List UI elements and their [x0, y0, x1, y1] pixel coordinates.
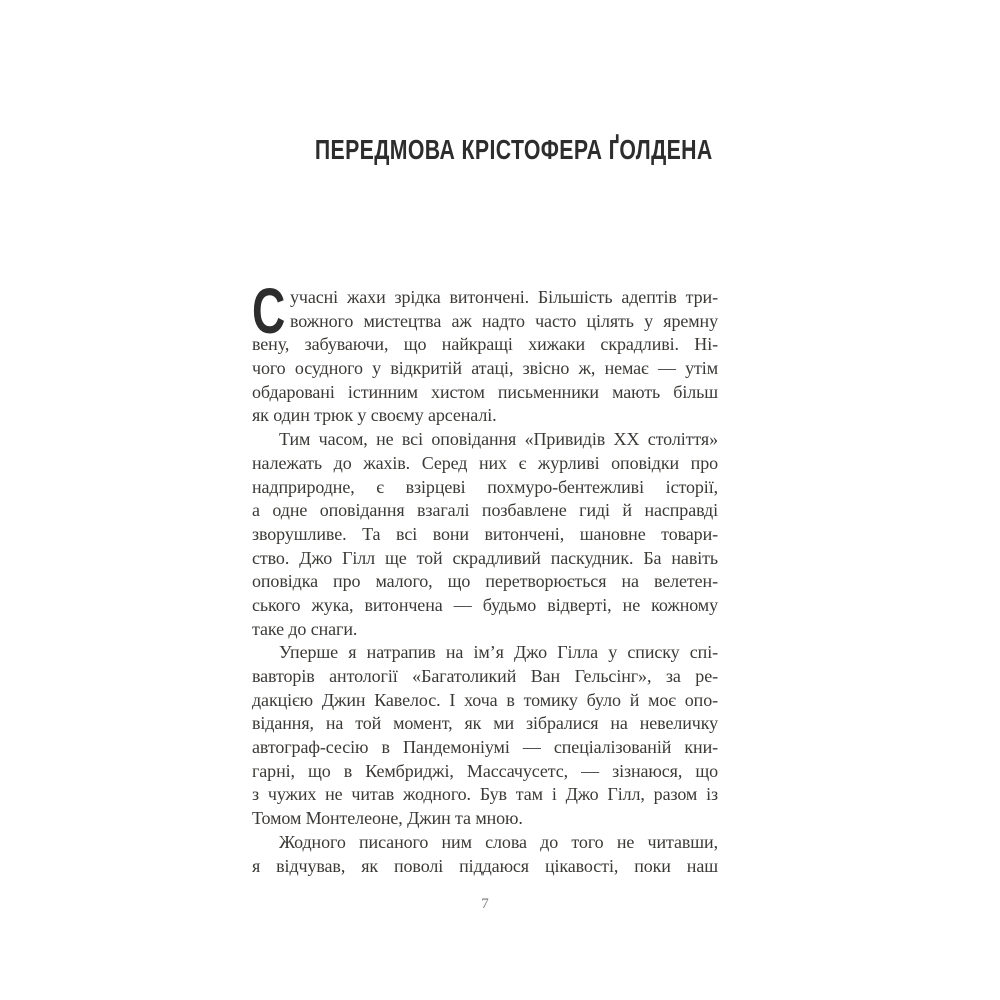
- text-line: учасні жахи зрідка витончені. Більшість адептів три-: [290, 287, 718, 307]
- paragraph: [252, 275, 718, 428]
- paragraph: [252, 831, 718, 878]
- text-line: гарні, що в Кембриджі, Массачусетс, — зізнаюся, що: [252, 760, 718, 781]
- text-line: автограф-сесію в Пандемоніумі — спеціалізованій кни-: [252, 737, 718, 758]
- text-line: відання, на той момент, як ми зібралися на невеличку: [252, 713, 718, 734]
- text-line: Уперше я натрапив на ім’я Джо Гілла у списку спі-: [279, 642, 718, 663]
- text-line: з чужих не читав жодного. Був там і Джо Гілл, разом із: [252, 784, 718, 805]
- text-line: ського жука, витончена — будьмо відверті, не кожному: [252, 594, 718, 615]
- text-line: зворушливе. Та всі вони витончені, шановне товари-: [252, 523, 718, 544]
- text-line: вавторів антології «Багатоликий Ван Гельсінг», за ре-: [252, 666, 718, 686]
- paragraph: [252, 641, 718, 831]
- text-line: оповідка про малого, що перетворюється на велетен-: [252, 571, 718, 592]
- text-line: таке до снаги.: [252, 618, 358, 639]
- text-line: дакцією Джин Кавелос. І хоча в томику було й моє опо-: [252, 689, 718, 710]
- text-line: вену, забуваючи, що найкращі хижаки скрадливі. Ні-: [252, 334, 718, 355]
- text-line: ство. Джо Гілл ще той скрадливий паскудник. Ба навіть: [252, 547, 718, 568]
- text-line: як один трюк у своєму арсеналі.: [252, 405, 497, 426]
- body-text: [252, 275, 718, 878]
- text-line: Жодного писаного ним слова до того не читавши,: [279, 831, 718, 852]
- page-number: 7: [481, 896, 489, 912]
- paragraph: [252, 428, 718, 641]
- text-line: я відчував, як поволі піддаюся цікавості, поки наш: [252, 855, 718, 876]
- chapter-title: [252, 130, 718, 167]
- chapter-title-text: ПЕРЕДМОВА КРІСТОФЕРА ҐОЛДЕНА: [314, 134, 713, 165]
- text-line: а одне оповідання взагалі позбавлене гиді й насправді: [252, 500, 718, 521]
- text-line: Тим часом, не всі оповідання «Привидів XX століття»: [279, 429, 718, 450]
- text-line: вожного мистецтва аж надто часто цілять у яремну: [290, 310, 718, 331]
- drop-cap: С: [252, 275, 286, 347]
- text-line: надприродне, є взірцеві похмуро-бентежливі історії,: [252, 476, 718, 497]
- text-line: чого осудного у відкритій атаці, звісно ж, немає — утім: [252, 358, 718, 379]
- text-line: належать до жахів. Серед них є журливі оповідки про: [252, 452, 718, 473]
- text-line: обдаровані істинним хистом письменники мають більш: [252, 381, 718, 402]
- text-line: Томом Монтелеоне, Джин та мною.: [252, 808, 523, 829]
